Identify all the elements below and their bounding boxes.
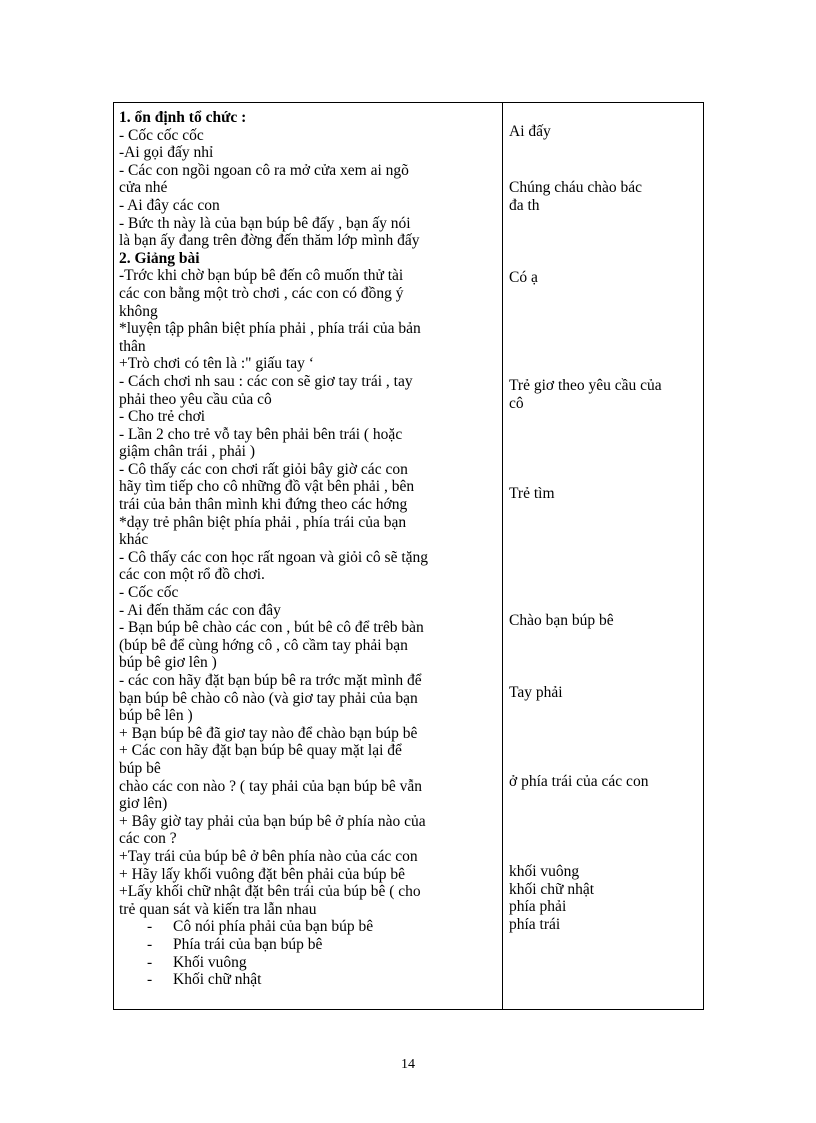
text-line: các con bằng một trò chơi , các con có đồng ý bbox=[119, 284, 404, 302]
text-line: - Cách chơi nh sau : các con sẽ giơ tay trái , tay bbox=[119, 372, 413, 390]
child-response-line: phía trái bbox=[509, 915, 561, 933]
child-response-line: Chúng cháu chào bác bbox=[509, 179, 642, 196]
text-line: là bạn ấy đang trên đờng đến thăm lớp mình đấy bbox=[119, 232, 420, 250]
text-line: + Bạn búp bê đã giơ tay nào để chào bạn búp bê bbox=[119, 724, 418, 742]
text-line: - Cho trẻ chơi bbox=[119, 408, 206, 426]
text-line: - Bức th này là của bạn búp bê đấy , bạn ấy nói bbox=[119, 214, 411, 232]
child-response-block bbox=[509, 269, 701, 287]
text-line: *luyện tập phân biệt phía phải , phía trái của bản bbox=[119, 320, 421, 338]
text-line: + Các con hãy đặt bạn búp bê quay mặt lại để bbox=[119, 742, 402, 760]
text-line: - Cô thấy các con chơi rất giỏi bây giờ các con bbox=[119, 460, 408, 478]
list-item bbox=[119, 936, 499, 954]
child-response-block bbox=[509, 179, 701, 214]
list-item bbox=[119, 971, 499, 989]
text-line: -Trớc khi chờ bạn búp bê đến cô muốn thử tài bbox=[119, 267, 404, 285]
child-response-line: khối chữ nhật bbox=[509, 880, 595, 898]
text-line: - Ai đây các con bbox=[119, 196, 220, 214]
text-line: (búp bê để cùng hớng cô , cô cầm tay phải bạn bbox=[119, 636, 408, 654]
child-response-line: Chào bạn búp bê bbox=[509, 612, 614, 629]
child-response-line: khối vuông bbox=[509, 863, 580, 880]
teacher-activities-column bbox=[119, 109, 499, 989]
text-line: - các con hãy đặt bạn búp bê ra trớc mặt mình để bbox=[119, 672, 422, 689]
list-item-text: Khối chữ nhật bbox=[173, 971, 262, 989]
page-number: 14 bbox=[401, 1057, 415, 1072]
text-line: búp bê giơ lên ) bbox=[119, 654, 217, 672]
list-dash: - bbox=[147, 935, 153, 953]
text-line: + Bây giờ tay phải của bạn búp bê ở phía nào của bbox=[119, 812, 426, 830]
child-response-block bbox=[509, 773, 701, 791]
text-line: -Ai gọi đấy nhỉ bbox=[119, 144, 214, 162]
text-line: bạn búp bê chào cô nào (và giơ tay phải của bạn bbox=[119, 689, 418, 707]
child-response-block bbox=[509, 485, 701, 503]
child-response-line: Trẻ tìm bbox=[509, 485, 555, 502]
column-divider bbox=[502, 103, 503, 1009]
section-heading: 1. ổn định tổ chức : bbox=[119, 109, 247, 126]
list-dash: - bbox=[147, 971, 153, 989]
text-line: cửa nhé bbox=[119, 179, 168, 197]
child-response-line: Tay phải bbox=[509, 684, 563, 701]
list-item-text: Khối vuông bbox=[173, 953, 247, 971]
text-line: chào các con nào ? ( tay phải của bạn búp bê vẫn bbox=[119, 777, 422, 795]
text-line: giơ lên) bbox=[119, 795, 168, 813]
child-response-line: Ai đấy bbox=[509, 123, 551, 140]
child-response-line: ở phía trái của các con bbox=[509, 773, 649, 790]
text-line: - Cốc cốc cốc bbox=[119, 126, 204, 144]
list-item bbox=[119, 954, 499, 972]
list-dash: - bbox=[147, 918, 153, 936]
child-response-block bbox=[509, 123, 701, 141]
list-item-text: Phía trái của bạn búp bê bbox=[173, 935, 323, 953]
text-line: khác bbox=[119, 531, 149, 549]
text-line: - Cô thấy các con học rất ngoan và giỏi cô sẽ tặng bbox=[119, 548, 429, 566]
text-line: không bbox=[119, 302, 158, 320]
text-line: trái của bản thân mình khi đứng theo các hớng bbox=[119, 496, 408, 514]
section-heading: 2. Giảng bài bbox=[119, 249, 200, 267]
text-line: búp bê lên ) bbox=[119, 707, 193, 725]
text-line: thân bbox=[119, 337, 146, 355]
text-line: các con một rổ đồ chơi. bbox=[119, 566, 265, 584]
child-response-line: Có ạ bbox=[509, 269, 538, 286]
text-line: búp bê bbox=[119, 759, 161, 777]
text-line: trẻ quan sát và kiến tra lẫn nhau bbox=[119, 900, 317, 918]
text-line: + Hãy lấy khối vuông đặt bên phải của búp bê bbox=[119, 865, 405, 883]
child-response-line: đa th bbox=[509, 196, 540, 214]
text-line: phải theo yêu cầu của cô bbox=[119, 390, 272, 408]
text-line: - Lần 2 cho trẻ vỗ tay bên phải bên trái ( hoặc bbox=[119, 425, 403, 443]
lesson-table bbox=[113, 102, 704, 1010]
text-line: - Ai đến thăm các con đây bbox=[119, 601, 281, 619]
child-response-line: cô bbox=[509, 394, 524, 412]
text-line: +Lấy khối chữ nhật đặt bên trái của búp bê ( cho bbox=[119, 883, 421, 901]
list-dash: - bbox=[147, 953, 153, 971]
child-response-line: phía phải bbox=[509, 898, 567, 916]
child-response-block bbox=[509, 863, 701, 933]
text-line: +Trò chơi có tên là :" giấu tay ‘ bbox=[119, 355, 314, 373]
child-response-line: Trẻ giơ theo yêu cầu của bbox=[509, 377, 662, 394]
text-line: - Bạn búp bê chào các con , bút bê cô để trêb bàn bbox=[119, 619, 424, 637]
text-line: +Tay trái của búp bê ở bên phía nào của các con bbox=[119, 847, 418, 865]
text-line: giậm chân trái , phải ) bbox=[119, 443, 256, 461]
text-line: - Các con ngồi ngoan cô ra mở cửa xem ai ngõ bbox=[119, 161, 409, 179]
child-response-block bbox=[509, 612, 701, 630]
list-item-text: Cô nói phía phải của bạn búp bê bbox=[173, 918, 374, 936]
text-line: *dạy trẻ phân biệt phía phải , phía trái của bạn bbox=[119, 513, 407, 531]
text-line: các con ? bbox=[119, 830, 177, 848]
list-item bbox=[119, 918, 499, 936]
text-line: hãy tìm tiếp cho cô những đồ vật bên phải , bên bbox=[119, 478, 415, 496]
child-response-block bbox=[509, 684, 701, 702]
child-response-block bbox=[509, 377, 701, 412]
text-line: - Cốc cốc bbox=[119, 584, 179, 602]
